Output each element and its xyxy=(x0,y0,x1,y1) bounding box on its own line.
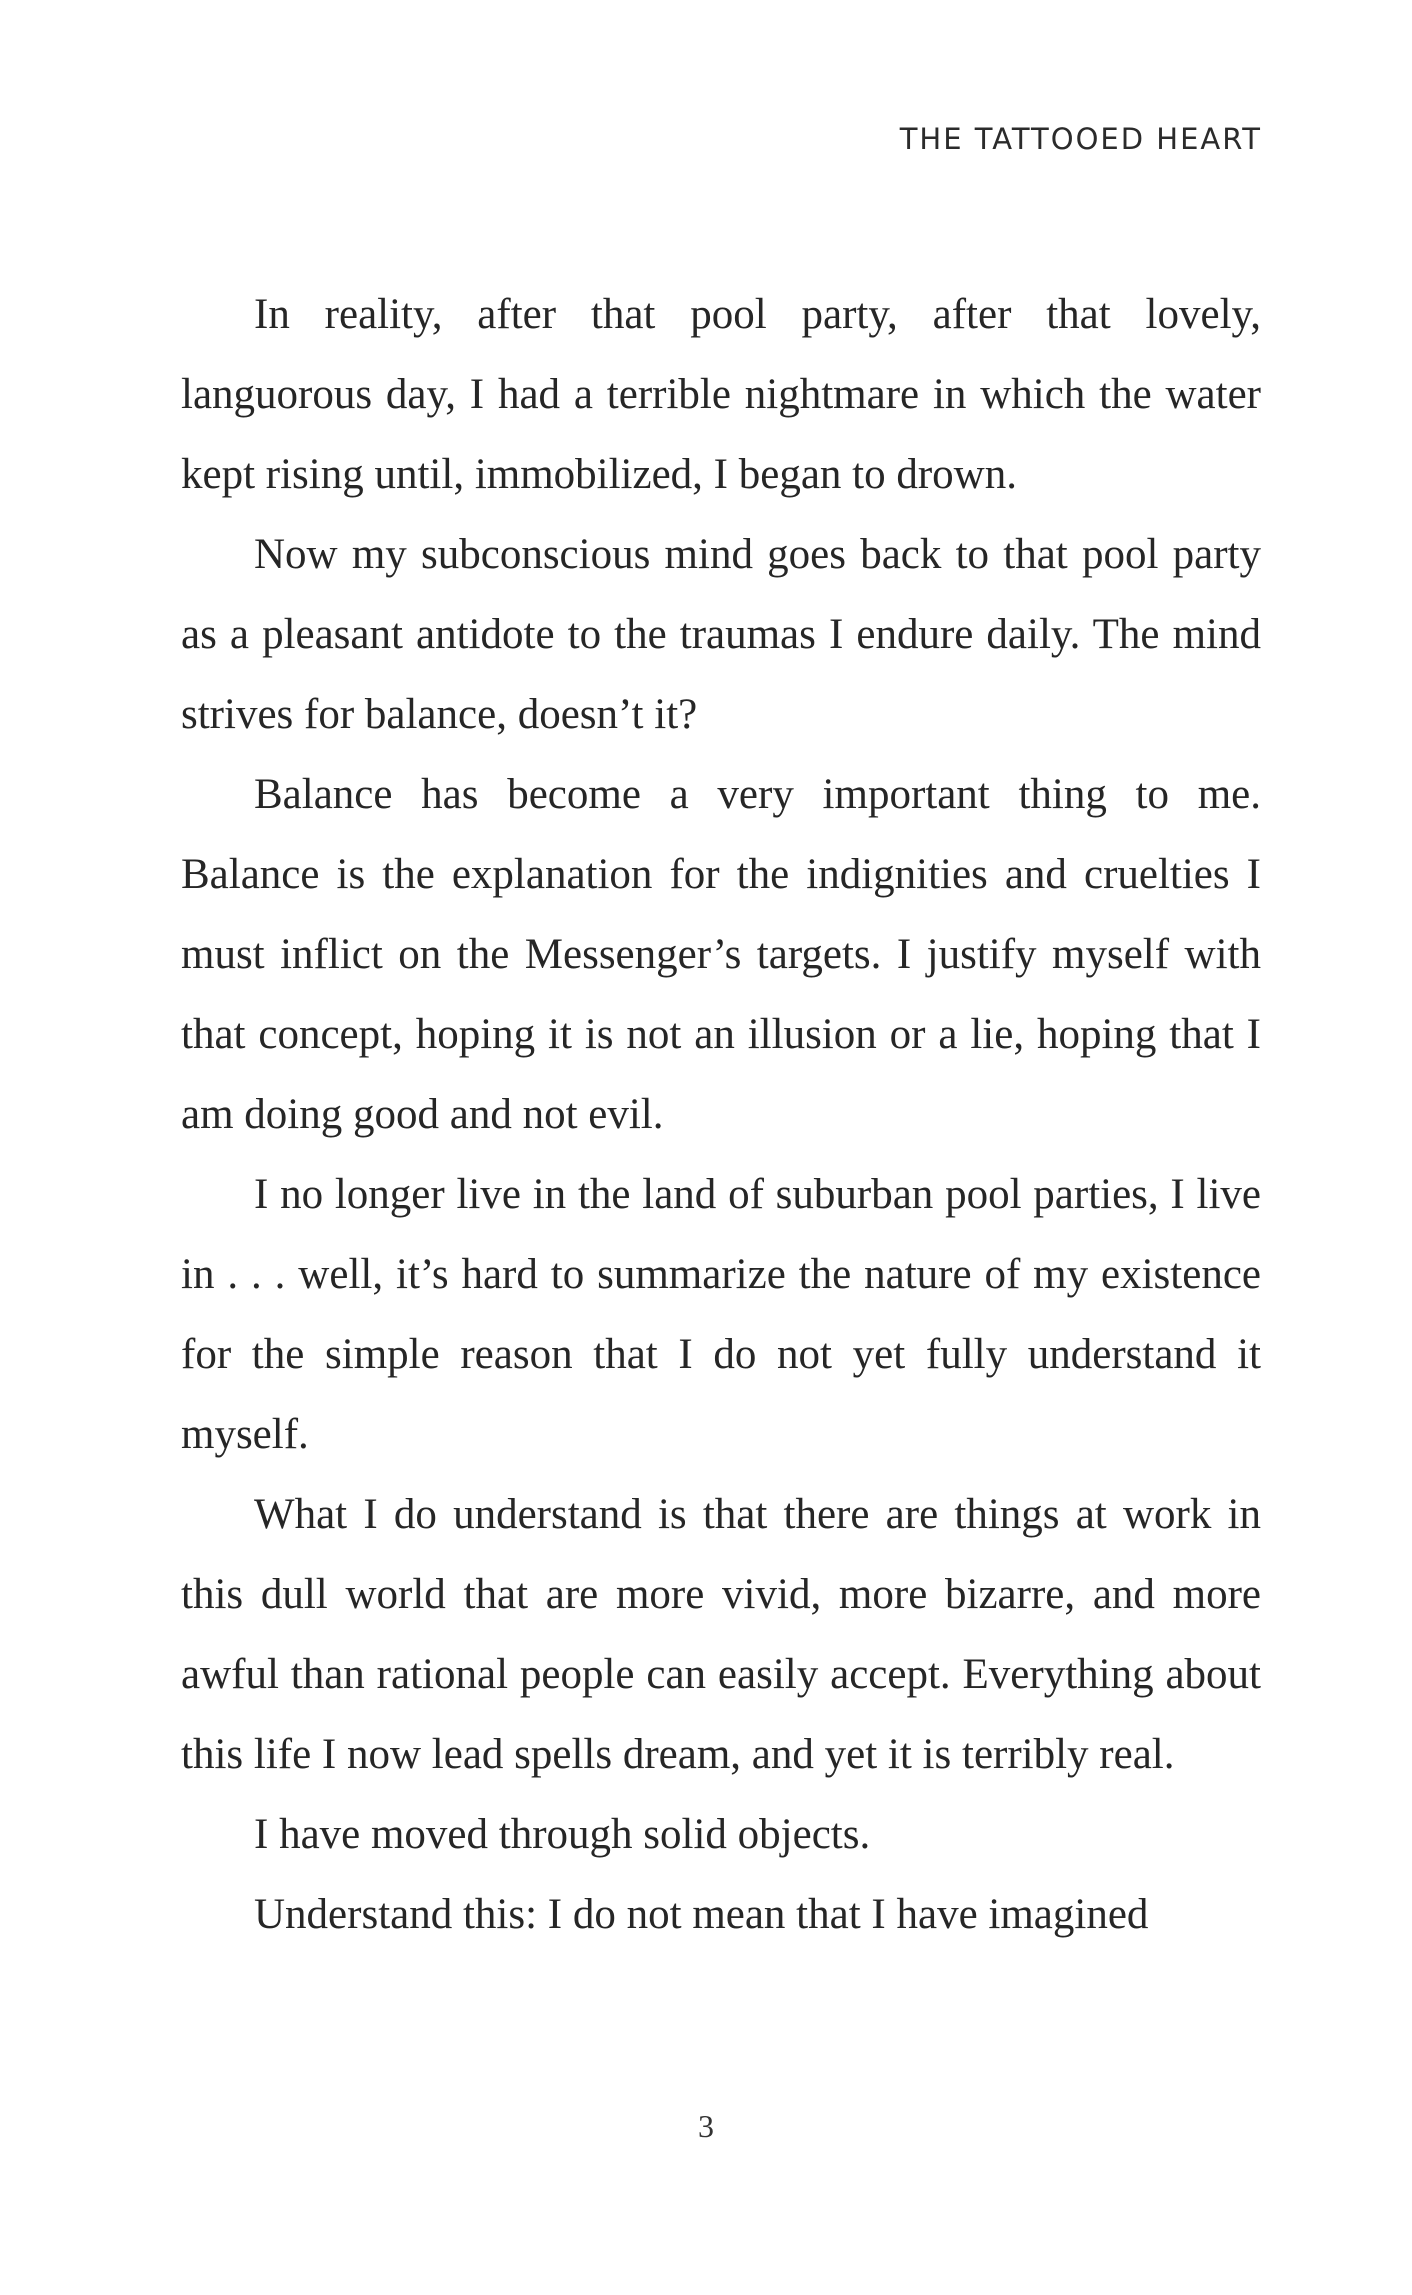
page-number: 3 xyxy=(698,2108,714,2144)
paragraph: What I do understand is that there are things at work in this dull world that are more vivid, more bizarre, and more awful than rational people can easily accept. Everything about this life I now lead spells dream, and yet it is terribly real. xyxy=(181,1491,1261,1778)
paragraph: I have moved through solid objects. xyxy=(254,1811,871,1858)
paragraph: I no longer live in the land of suburban pool parties, I live in . . . well, it’s hard to summarize the nature of my existence for the simple reason that I do not yet fully understand it myself. xyxy=(181,1171,1261,1458)
body-text xyxy=(181,275,1261,1955)
paragraph: Now my subconscious mind goes back to that pool party as a pleasant antidote to the traumas I endure daily. The mind strives for balance, doesn’t it? xyxy=(181,531,1261,738)
paragraph: In reality, after that pool party, after that lovely, languorous day, I had a terrible nightmare in which the water kept rising until, immobilized, I began to drown. xyxy=(181,291,1261,498)
paragraph: Understand this: I do not mean that I have imagined xyxy=(254,1891,1149,1938)
running-head: THE TATTOOED HEART xyxy=(899,122,1262,156)
paragraph: Balance has become a very important thing to me. Balance is the explanation for the indignities and cruelties I must inflict on the Messenger’s targets. I justify myself with that concept, hoping it is not an illusion or a lie, hoping that I am doing good and not evil. xyxy=(181,771,1261,1138)
